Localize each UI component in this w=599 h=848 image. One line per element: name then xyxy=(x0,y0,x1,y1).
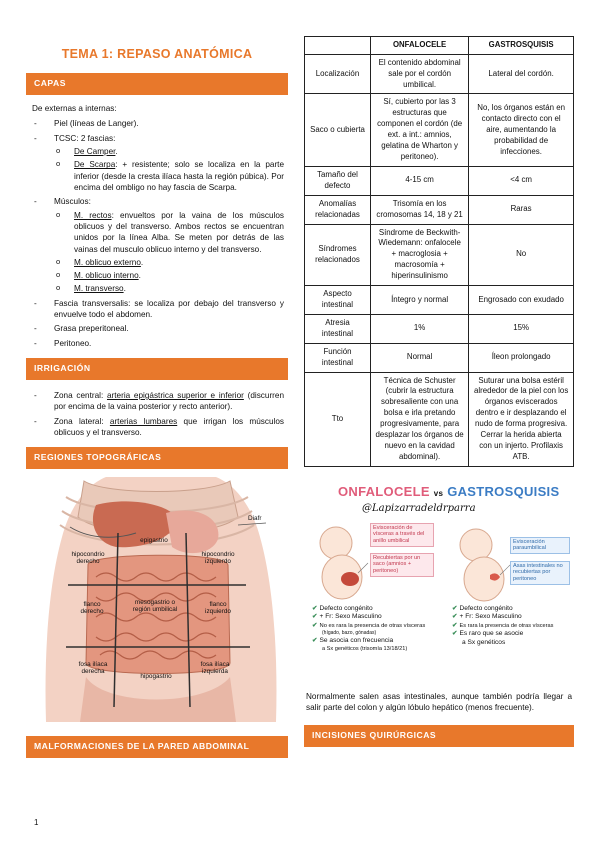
scarpa-text: : + resistente; solo se localiza en la parte inferior (desde la cresta ilíaca hasta la región púbica). Por encima del ombligo no hay fascia de Scarpa. xyxy=(74,160,285,192)
list-item-text: a Sx genéticos xyxy=(462,639,506,646)
right-column xyxy=(304,36,574,747)
list-item-text: Defecto congénito xyxy=(459,604,513,612)
list-item-text: Es raro que se asocie xyxy=(459,630,524,638)
rectos-text: : envueltos por la vaina de los músculos oblicuos y del transverso. Ambos rectos se encuentran unidos por la línea Alba. Se meten por detrás de las vainas del musculo oblicuo interno y del transverso. xyxy=(74,210,284,254)
list-item-text: Es rara la presencia de otras vísceras xyxy=(459,622,554,629)
row-label: Atresia intestinal xyxy=(305,314,371,343)
musculos-label: Músculos: xyxy=(54,197,91,207)
fascias-list xyxy=(54,146,284,193)
cell-gastrosquisis: Íleon prolongado xyxy=(469,343,574,372)
check-icon: ✔ xyxy=(312,604,318,612)
check-icon: ✔ xyxy=(452,630,458,638)
cell-gastrosquisis: No, los órganos están en contacto directo con el aire, aumentando la probabilidad de infecciones. xyxy=(469,94,574,166)
page-title: TEMA 1: REPASO ANATÓMICA xyxy=(61,47,253,61)
cell-gastrosquisis: Engrosado con exudado xyxy=(469,286,574,315)
table-header-cell xyxy=(305,37,371,55)
tcsc-label: TCSC: 2 fascias: xyxy=(54,133,116,143)
list-item-musculos xyxy=(32,196,284,295)
label-flanco-derecho: flanco derecho xyxy=(80,601,104,616)
lateral-arteries: arterias lumbares xyxy=(109,416,178,426)
page-number: 1 xyxy=(34,818,39,827)
cell-onfalocele: 1% xyxy=(371,314,469,343)
label-fosa-iliaca-derecha: fosa ilíaca derecha xyxy=(78,661,108,676)
right-note-evisceracion: Evisceración paraumbilical xyxy=(510,537,570,554)
row-label: Localización xyxy=(305,54,371,94)
list-item xyxy=(452,613,553,622)
comparison-table xyxy=(304,36,574,467)
musculos-list xyxy=(54,210,284,295)
list-item-rectos xyxy=(54,210,284,255)
label-fosa-iliaca-izquierda: fosa ilíaca izquierda xyxy=(200,661,230,676)
table-row xyxy=(305,94,574,166)
oblicuo-interno-name: M. oblicuo interno xyxy=(74,271,139,281)
list-item xyxy=(452,622,553,631)
check-icon: ✔ xyxy=(452,604,458,612)
camper-text: . xyxy=(115,147,118,157)
abdominal-regions-figure xyxy=(26,477,288,722)
list-item xyxy=(312,646,425,653)
infographic-title xyxy=(338,483,559,501)
label-hipocondrio-derecho: hipocondrio derecho xyxy=(71,551,105,566)
lateral-prefix: Zona lateral: xyxy=(54,416,110,426)
row-label: Anomalías relacionadas xyxy=(305,195,371,224)
left-note-evisceracion: Evisceración de vísceras a través del anillo umbilical xyxy=(370,523,434,547)
table-row xyxy=(305,314,574,343)
table-header-gastrosquisis: GASTROSQUISIS xyxy=(469,37,574,55)
central-text: (discurren por encima de la vaina posterior y recto anterior). xyxy=(54,390,285,412)
list-item-zona-lateral xyxy=(32,416,284,439)
infographic-title-onfalocele: ONFALOCELE xyxy=(338,483,430,499)
right-note-asas: Asas intestinales no recubiertas por peritoneo xyxy=(510,561,570,585)
label-hipogastrio: hipogastrio xyxy=(140,673,172,681)
baby-right-icon xyxy=(460,529,510,601)
right-feature-list xyxy=(452,605,553,648)
left-column xyxy=(26,40,288,758)
left-note-saco: Recubiertas por un saco (amnios + peritoneo) xyxy=(370,553,434,577)
rectos-name: M. rectos xyxy=(74,210,112,220)
section-irrigacion xyxy=(26,380,288,447)
onfalocele-note-paragraph: Normalmente salen asas intestinales, aunque también podría llegar a salir parte del colon y algún lóbulo hepático (menos frecuente). xyxy=(306,691,572,713)
cell-onfalocele: Trisomía en los cromosomas 14, 18 y 21 xyxy=(371,195,469,224)
section-header-regiones: REGIONES TOPOGRÁFICAS xyxy=(26,447,288,469)
list-item-scarpa xyxy=(54,159,284,193)
list-item-text: No es rara la presencia de otras vísceras xyxy=(319,622,426,629)
cell-onfalocele: Técnica de Schuster (cubrir la estructura sobresaliente con una bolsa e irla pretando progresivamente, para desplazar los órganos de nuevo en la cavidad abdominal). xyxy=(371,372,469,466)
label-mesogastrio: mesogastrio o región umbilical xyxy=(132,599,178,614)
transverso-name: M. transverso xyxy=(74,284,124,294)
list-item-text: (hígado, bazo, gónadas) xyxy=(322,630,377,637)
list-item xyxy=(312,605,425,614)
cell-onfalocele: Sí, cubierto por las 3 estructuras que componen el cordón (de ext. a int.: amnios, gelatina de Wharton y peritoneo). xyxy=(371,94,469,166)
central-prefix: Zona central: xyxy=(54,390,107,400)
row-label: Tamaño del defecto xyxy=(305,166,371,195)
label-flanco-izquierdo: flanco izquierdo xyxy=(205,601,231,616)
table-header-onfalocele: ONFALOCELE xyxy=(371,37,469,55)
check-icon: ✔ xyxy=(452,613,458,621)
section-header-capas: CAPAS xyxy=(26,73,288,95)
central-arteries: arteria epigástrica superior e inferior xyxy=(106,390,244,400)
table-row xyxy=(305,166,574,195)
list-item-oblicuo-interno: o M. oblicuo interno. xyxy=(54,270,284,281)
list-item-tcsc xyxy=(32,133,284,194)
list-item xyxy=(452,605,553,614)
cell-onfalocele: El contenido abdominal sale por el cordón umbilical. xyxy=(371,54,469,94)
row-label: Síndromes relacionados xyxy=(305,224,371,286)
section-header-irrigacion: IRRIGACIÓN xyxy=(26,358,288,380)
label-hipocondrio-izquierdo: hipocondrio izquierdo xyxy=(201,551,235,566)
list-item-oblicuo-externo: o M. oblicuo externo. xyxy=(54,257,284,268)
list-item-text: + Fr: Sexo Masculino xyxy=(459,613,522,621)
onfalocele-vs-gastrosquisis-infographic xyxy=(304,481,574,683)
irrigacion-list xyxy=(32,390,284,438)
list-item-grasa: - Grasa preperitoneal. xyxy=(32,323,284,334)
baby-left-icon xyxy=(320,527,368,599)
list-item-fascia-transversalis: - Fascia transversalis: se localiza por debajo del transverso y envuelve todo el abdomen. xyxy=(32,298,284,321)
list-item-zona-central xyxy=(32,390,284,413)
list-item xyxy=(452,639,553,648)
check-icon: ✔ xyxy=(312,621,318,629)
table-row xyxy=(305,224,574,286)
infographic-title-gastrosquisis: GASTROSQUISIS xyxy=(447,483,560,499)
section-header-incisiones: INCISIONES QUIRÚRGICAS xyxy=(304,725,574,747)
row-label: Función intestinal xyxy=(305,343,371,372)
infographic-author: @Lapizarradeldrparra xyxy=(362,502,476,514)
list-item-text: + Fr: Sexo Masculino xyxy=(319,613,382,621)
list-item-text: Se asocia con frecuencia xyxy=(319,636,394,644)
list-item xyxy=(312,613,425,622)
left-feature-list xyxy=(312,605,425,653)
cell-gastrosquisis: Lateral del cordón. xyxy=(469,54,574,94)
check-icon: ✔ xyxy=(452,621,458,629)
capas-intro: De externas a internas: xyxy=(32,104,117,114)
row-label: Saco o cubierta xyxy=(305,94,371,166)
list-item xyxy=(312,637,425,646)
cell-onfalocele: Síndrome de Beckwith-Wiedemann: onfalocele + macroglosia + macrosomía + hiperinsulinismo xyxy=(371,224,469,286)
list-item-camper xyxy=(54,146,284,157)
list-item-transverso: o M. transverso. xyxy=(54,283,284,294)
section-header-malformaciones: MALFORMACIONES DE LA PARED ABDOMINAL xyxy=(26,736,288,758)
scarpa-name: De Scarpa xyxy=(74,160,116,170)
capas-list xyxy=(32,118,284,349)
table-row xyxy=(305,286,574,315)
cell-onfalocele: 4-15 cm xyxy=(371,166,469,195)
oblicuo-externo-name: M. oblicuo externo xyxy=(74,257,141,267)
list-item-piel: - Piel (líneas de Langer). xyxy=(32,118,284,129)
camper-name: De Camper xyxy=(74,147,116,157)
lateral-text: que irrigan los músculos oblicuos y el transverso. xyxy=(54,416,285,437)
label-epigastrio: epigastrio xyxy=(140,537,168,545)
label-diafr: Diafr xyxy=(248,515,262,523)
cell-gastrosquisis: No xyxy=(469,224,574,286)
section-capas xyxy=(26,95,288,358)
list-item xyxy=(312,622,425,631)
table-row xyxy=(305,343,574,372)
table-row xyxy=(305,195,574,224)
cell-gastrosquisis: Raras xyxy=(469,195,574,224)
list-item-text: Defecto congénito xyxy=(319,604,373,612)
cell-gastrosquisis: Suturar una bolsa estéril alrededor de la piel con los órganos eviscerados dentro e ir desplazando el nudo de forma progresiva. Cerrar la herida abierta con un injerto. Profilaxis ATB. xyxy=(469,372,574,466)
cell-onfalocele: Íntegro y normal xyxy=(371,286,469,315)
row-label: Tto xyxy=(305,372,371,466)
list-item xyxy=(452,630,553,639)
infographic-title-vs: vs xyxy=(433,488,444,498)
check-icon: ✔ xyxy=(312,636,318,644)
row-label: Aspecto intestinal xyxy=(305,286,371,315)
list-item-text: a Sx genéticos (trisomía 13/18/21) xyxy=(322,645,408,652)
table-header-row xyxy=(305,37,574,55)
table-row xyxy=(305,372,574,466)
cell-onfalocele: Normal xyxy=(371,343,469,372)
list-item-peritoneo: - Peritoneo. xyxy=(32,338,284,349)
check-icon: ✔ xyxy=(312,613,318,621)
cell-gastrosquisis: <4 cm xyxy=(469,166,574,195)
table-row xyxy=(305,54,574,94)
cell-gastrosquisis: 15% xyxy=(469,314,574,343)
